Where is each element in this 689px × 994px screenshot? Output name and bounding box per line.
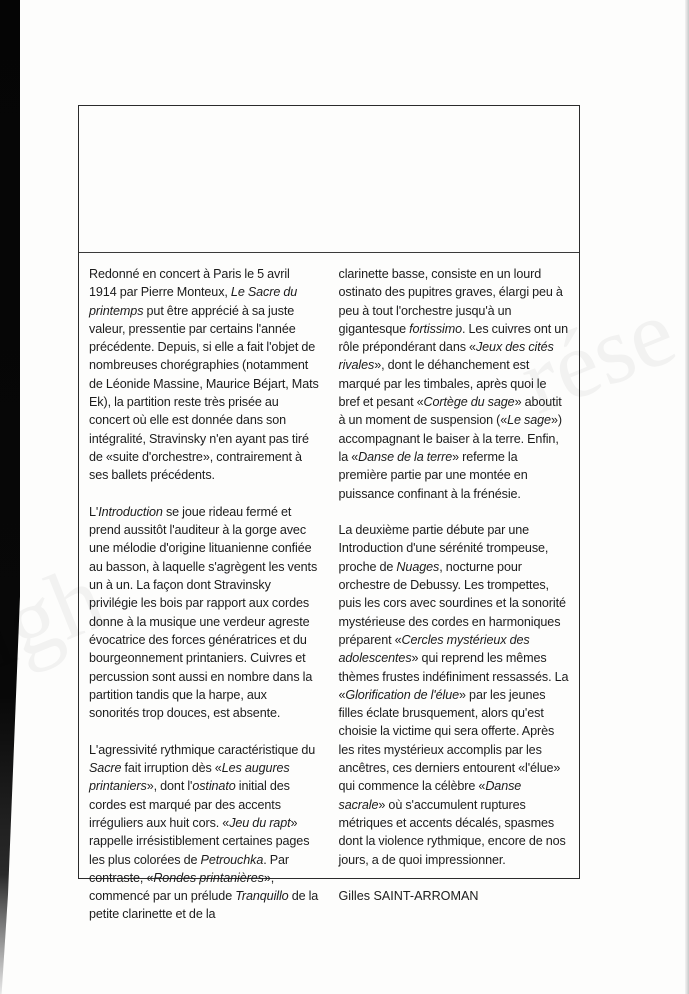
article-paragraph [89, 741, 320, 924]
paragraph-text: » où s'accumulent ruptures métriques et accents décalés, spasmes dont la violence rythmique, encore de nos jours, a de quoi impressionner. [338, 797, 566, 867]
italic-title-text: Le Sacre du printemps [89, 285, 298, 318]
italic-title-text: Sacre [89, 761, 122, 776]
italic-title-text: fortissimo [409, 321, 463, 336]
paragraph-text: » rappelle irrésistiblement certaines pages les plus colorées de [89, 815, 310, 867]
paragraph-text: . Par contraste, « [89, 852, 290, 885]
paragraph-text: initial des cordes est marqué par des accents irréguliers aux huit cors. « [89, 779, 290, 830]
paragraph-text: » referme la première partie par une montée en puissance confinant à la frénésie. [338, 449, 528, 501]
scan-shadow-right [685, 0, 689, 994]
paragraph-text: clarinette basse, consiste en un lourd ostinato des pupitres graves, élargi peu à peu à tout l'orchestre jusqu'à un gigantesque [338, 267, 563, 336]
italic-title-text: ostinato [192, 779, 236, 794]
paragraph-text: », commencé par un prélude [89, 870, 275, 904]
paragraph-text: de la petite clarinette et de la [89, 889, 319, 922]
article-frame [78, 105, 580, 922]
empty-header-panel [79, 106, 579, 253]
paragraph-text: L'agressivité rythmique caractéristique du [89, 742, 316, 757]
italic-title-text: Le sage [507, 413, 551, 428]
paragraph-text: L' [89, 504, 99, 519]
italic-title-text: Cercles mystérieux des adolescentes [338, 632, 530, 666]
italic-title-text: Jeux des cités rivales [338, 340, 554, 373]
paragraph-text: » qui reprend les mêmes thèmes frustes indéfiniment ressassés. La « [338, 651, 569, 702]
italic-title-text: Introduction [98, 504, 163, 519]
paragraph-text: , nocturne pour orchestre de Debussy. Les trompettes, puis les cors avec sourdines et la sonorité mystérieuse des cordes en harmoniques préparent « [338, 559, 566, 647]
paragraph-text: fait irruption dès « [121, 761, 222, 776]
italic-title-text: Nuages [396, 559, 440, 574]
paragraph-text: . Les cuivres ont un rôle prépondérant dans « [338, 321, 569, 355]
paragraph-text: se joue rideau fermé et prend aussitôt l'auditeur à la gorge avec une mélodie d'origine lituanienne confiée au basson, à laquelle s'agrègent les vents un à un. La façon dont Stravinsky privilégie les bois par rapport aux cordes donne à la musique une verdeur agreste évocatrice des forces génératrices et du bourgeonnement printaniers. Cuivres et percussion sont aussi en nombre dans la partition tandis que la harpe, aux sonorités trop douces, est absente. [89, 504, 318, 721]
article-paragraph [89, 265, 320, 485]
paragraph-text: », dont l' [146, 779, 193, 794]
article-columns [89, 265, 569, 924]
italic-title-text: Jeu du rapt [229, 815, 291, 830]
paragraph-text: » aboutit à un moment de suspension (« [338, 395, 562, 428]
italic-title-text: Petrouchka [200, 852, 264, 867]
article-paragraph [339, 265, 570, 503]
article-paragraph [339, 521, 570, 869]
italic-title-text: Rondes printanières [153, 870, 264, 885]
italic-title-text: Danse sacrale [338, 779, 522, 812]
paragraph-text: La deuxième partie débute par une Introduction d'une sérénité trompeuse, proche de [338, 523, 549, 574]
italic-title-text: Tranquillo [235, 889, 289, 904]
paragraph-text: », dont le déhanchement est marqué par les timbales, après quoi le bref et pesant « [338, 358, 547, 410]
italic-title-text: Les augures printaniers [89, 761, 290, 794]
italic-title-text: Danse de la terre [358, 449, 453, 464]
italic-title-text: Glorification de l'élue [345, 687, 460, 702]
paragraph-text: put être apprécié à sa juste valeur, pressentie par certains l'année précédente. Depuis, si elle a fait l'objet de nombreuses chorégraphies (notamment de Léonide Massine, Maurice Béjart, Mats Ek), la partition reste très prisée au concert où elle est donnée dans son intégralité, Stravinsky n'en ayant pas tiré de «suite d'orchestre», contrairement à ses ballets précédents. [89, 303, 319, 483]
paragraph-text: ») accompagnant le baiser à la terre. Enfin, la « [338, 413, 562, 464]
scan-shadow-left [0, 0, 20, 994]
right-column-paragraphs [339, 265, 570, 869]
author-signature: Gilles SAINT-ARROMAN [338, 889, 479, 904]
right-column [339, 265, 570, 924]
article-paragraph [89, 503, 320, 723]
italic-title-text: Cortège du sage [423, 395, 515, 410]
paragraph-text: » par les jeunes filles éclate brusquement, alors qu'est choisie la victime qui sera offerte. Après les rites mystérieux accomplis par les ancêtres, ces derniers entourent «l'élue» qui commence la célèbre « [338, 687, 561, 794]
left-column [89, 265, 320, 924]
paragraph-text: Redonné en concert à Paris le 5 avril 1914 par Pierre Monteux, [89, 267, 290, 300]
